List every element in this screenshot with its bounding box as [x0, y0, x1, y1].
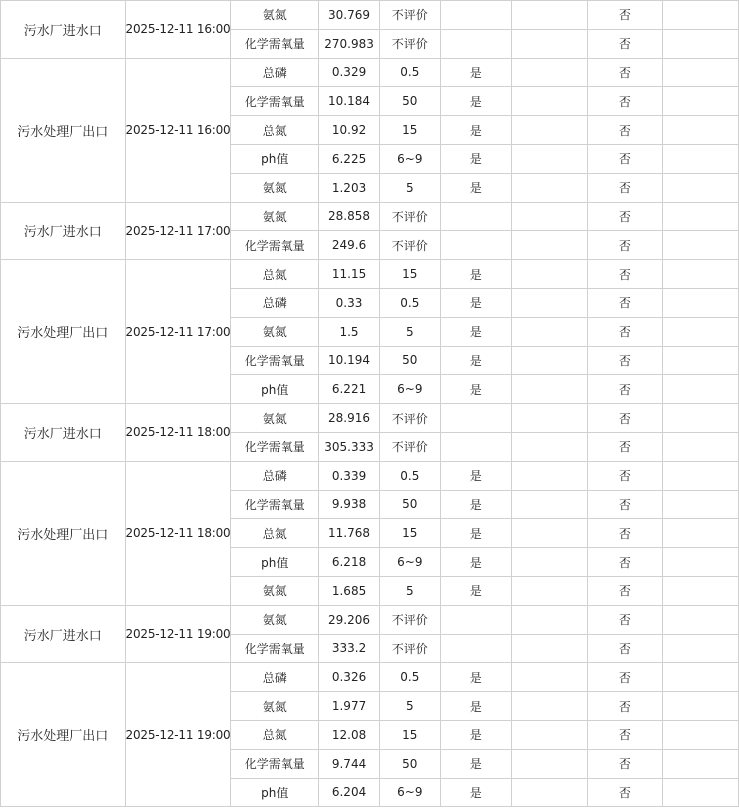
blank-cell [511, 173, 587, 202]
value-cell: 28.916 [319, 404, 380, 433]
limit-cell: 50 [379, 749, 440, 778]
limit-cell: 6~9 [379, 778, 440, 807]
blank-cell [511, 461, 587, 490]
blank-cell [511, 404, 587, 433]
blank-cell [662, 375, 738, 404]
compliance-cell: 是 [440, 576, 511, 605]
parameter-cell: ph值 [231, 778, 319, 807]
blank-cell [511, 432, 587, 461]
exceed-cell: 否 [587, 346, 662, 375]
blank-cell [662, 173, 738, 202]
blank-cell [662, 432, 738, 461]
compliance-cell [440, 29, 511, 58]
value-cell: 6.218 [319, 548, 380, 577]
compliance-cell: 是 [440, 317, 511, 346]
parameter-cell: 氨氮 [231, 317, 319, 346]
limit-cell: 6~9 [379, 144, 440, 173]
exceed-cell: 否 [587, 692, 662, 721]
site-name-cell: 污水厂进水口 [1, 404, 126, 462]
limit-cell: 不评价 [379, 1, 440, 30]
exceed-cell: 否 [587, 288, 662, 317]
parameter-cell: 总氮 [231, 519, 319, 548]
limit-cell: 不评价 [379, 432, 440, 461]
blank-cell [662, 663, 738, 692]
table-row [1, 605, 739, 634]
blank-cell [662, 317, 738, 346]
exceed-cell: 否 [587, 317, 662, 346]
value-cell: 28.858 [319, 202, 380, 231]
table-row [1, 260, 739, 289]
blank-cell [662, 720, 738, 749]
limit-cell: 50 [379, 87, 440, 116]
blank-cell [511, 519, 587, 548]
value-cell: 10.92 [319, 116, 380, 145]
parameter-cell: 总氮 [231, 260, 319, 289]
table-row [1, 202, 739, 231]
limit-cell: 不评价 [379, 404, 440, 433]
limit-cell: 不评价 [379, 202, 440, 231]
site-name-cell: 污水处理厂出口 [1, 663, 126, 807]
limit-cell: 15 [379, 116, 440, 145]
value-cell: 0.329 [319, 58, 380, 87]
blank-cell [662, 461, 738, 490]
blank-cell [511, 288, 587, 317]
limit-cell: 5 [379, 317, 440, 346]
blank-cell [511, 202, 587, 231]
blank-cell [662, 29, 738, 58]
blank-cell [662, 490, 738, 519]
parameter-cell: 化学需氧量 [231, 490, 319, 519]
monitor-time-cell: 2025-12-11 18:00 [125, 404, 231, 462]
blank-cell [511, 490, 587, 519]
compliance-cell [440, 432, 511, 461]
compliance-cell [440, 634, 511, 663]
monitor-time-cell: 2025-12-11 16:00 [125, 58, 231, 202]
table-body [1, 1, 739, 807]
value-cell: 1.977 [319, 692, 380, 721]
value-cell: 1.203 [319, 173, 380, 202]
compliance-cell: 是 [440, 288, 511, 317]
blank-cell [662, 576, 738, 605]
limit-cell: 0.5 [379, 288, 440, 317]
exceed-cell: 否 [587, 576, 662, 605]
exceed-cell: 否 [587, 432, 662, 461]
compliance-cell: 是 [440, 490, 511, 519]
compliance-cell [440, 605, 511, 634]
limit-cell: 0.5 [379, 461, 440, 490]
monitor-time-cell: 2025-12-11 19:00 [125, 605, 231, 663]
value-cell: 11.15 [319, 260, 380, 289]
parameter-cell: 总氮 [231, 720, 319, 749]
blank-cell [511, 576, 587, 605]
table-row [1, 1, 739, 30]
blank-cell [511, 260, 587, 289]
limit-cell: 5 [379, 576, 440, 605]
parameter-cell: 化学需氧量 [231, 634, 319, 663]
compliance-cell [440, 404, 511, 433]
value-cell: 6.221 [319, 375, 380, 404]
monitor-time-cell: 2025-12-11 16:00 [125, 1, 231, 59]
exceed-cell: 否 [587, 260, 662, 289]
exceed-cell: 否 [587, 58, 662, 87]
value-cell: 270.983 [319, 29, 380, 58]
blank-cell [511, 605, 587, 634]
compliance-cell [440, 1, 511, 30]
value-cell: 29.206 [319, 605, 380, 634]
compliance-cell: 是 [440, 720, 511, 749]
blank-cell [511, 231, 587, 260]
monitor-time-cell: 2025-12-11 19:00 [125, 663, 231, 807]
parameter-cell: 总氮 [231, 116, 319, 145]
compliance-cell: 是 [440, 692, 511, 721]
blank-cell [662, 749, 738, 778]
parameter-cell: 氨氮 [231, 202, 319, 231]
limit-cell: 5 [379, 173, 440, 202]
exceed-cell: 否 [587, 231, 662, 260]
blank-cell [511, 87, 587, 116]
value-cell: 9.938 [319, 490, 380, 519]
limit-cell: 6~9 [379, 548, 440, 577]
blank-cell [662, 548, 738, 577]
blank-cell [662, 58, 738, 87]
limit-cell: 50 [379, 346, 440, 375]
parameter-cell: 化学需氧量 [231, 432, 319, 461]
blank-cell [511, 317, 587, 346]
parameter-cell: 化学需氧量 [231, 346, 319, 375]
exceed-cell: 否 [587, 749, 662, 778]
exceed-cell: 否 [587, 605, 662, 634]
blank-cell [662, 202, 738, 231]
monitor-time-cell: 2025-12-11 17:00 [125, 260, 231, 404]
exceed-cell: 否 [587, 663, 662, 692]
limit-cell: 0.5 [379, 663, 440, 692]
value-cell: 0.339 [319, 461, 380, 490]
blank-cell [662, 519, 738, 548]
limit-cell: 50 [379, 490, 440, 519]
blank-cell [662, 634, 738, 663]
blank-cell [511, 692, 587, 721]
value-cell: 1.5 [319, 317, 380, 346]
compliance-cell: 是 [440, 375, 511, 404]
compliance-cell [440, 231, 511, 260]
parameter-cell: 氨氮 [231, 404, 319, 433]
limit-cell: 不评价 [379, 634, 440, 663]
parameter-cell: 氨氮 [231, 576, 319, 605]
blank-cell [662, 231, 738, 260]
exceed-cell: 否 [587, 519, 662, 548]
parameter-cell: 总磷 [231, 288, 319, 317]
value-cell: 333.2 [319, 634, 380, 663]
value-cell: 305.333 [319, 432, 380, 461]
site-name-cell: 污水处理厂出口 [1, 260, 126, 404]
value-cell: 249.6 [319, 231, 380, 260]
blank-cell [662, 1, 738, 30]
exceed-cell: 否 [587, 87, 662, 116]
value-cell: 0.33 [319, 288, 380, 317]
blank-cell [511, 749, 587, 778]
blank-cell [511, 1, 587, 30]
limit-cell: 不评价 [379, 231, 440, 260]
blank-cell [511, 116, 587, 145]
limit-cell: 不评价 [379, 29, 440, 58]
parameter-cell: 化学需氧量 [231, 29, 319, 58]
compliance-cell: 是 [440, 87, 511, 116]
compliance-cell: 是 [440, 548, 511, 577]
compliance-cell: 是 [440, 346, 511, 375]
table-row [1, 663, 739, 692]
parameter-cell: 化学需氧量 [231, 87, 319, 116]
parameter-cell: ph值 [231, 548, 319, 577]
limit-cell: 0.5 [379, 58, 440, 87]
blank-cell [662, 260, 738, 289]
table-row [1, 58, 739, 87]
blank-cell [662, 87, 738, 116]
exceed-cell: 否 [587, 144, 662, 173]
value-cell: 6.225 [319, 144, 380, 173]
compliance-cell: 是 [440, 260, 511, 289]
compliance-cell: 是 [440, 461, 511, 490]
value-cell: 9.744 [319, 749, 380, 778]
compliance-cell: 是 [440, 663, 511, 692]
compliance-cell: 是 [440, 173, 511, 202]
value-cell: 12.08 [319, 720, 380, 749]
compliance-cell [440, 202, 511, 231]
blank-cell [511, 663, 587, 692]
exceed-cell: 否 [587, 634, 662, 663]
blank-cell [511, 144, 587, 173]
blank-cell [662, 404, 738, 433]
monitor-time-cell: 2025-12-11 17:00 [125, 202, 231, 260]
exceed-cell: 否 [587, 1, 662, 30]
blank-cell [511, 346, 587, 375]
compliance-cell: 是 [440, 144, 511, 173]
limit-cell: 6~9 [379, 375, 440, 404]
exceed-cell: 否 [587, 202, 662, 231]
exceed-cell: 否 [587, 29, 662, 58]
parameter-cell: 总磷 [231, 58, 319, 87]
blank-cell [511, 778, 587, 807]
site-name-cell: 污水处理厂出口 [1, 58, 126, 202]
exceed-cell: 否 [587, 173, 662, 202]
limit-cell: 不评价 [379, 605, 440, 634]
value-cell: 1.685 [319, 576, 380, 605]
value-cell: 10.194 [319, 346, 380, 375]
parameter-cell: ph值 [231, 144, 319, 173]
blank-cell [511, 720, 587, 749]
parameter-cell: 总磷 [231, 663, 319, 692]
parameter-cell: 氨氮 [231, 692, 319, 721]
limit-cell: 15 [379, 519, 440, 548]
parameter-cell: 化学需氧量 [231, 231, 319, 260]
site-name-cell: 污水厂进水口 [1, 202, 126, 260]
monitor-time-cell: 2025-12-11 18:00 [125, 461, 231, 605]
exceed-cell: 否 [587, 116, 662, 145]
blank-cell [662, 116, 738, 145]
blank-cell [662, 346, 738, 375]
table-row [1, 404, 739, 433]
blank-cell [662, 692, 738, 721]
exceed-cell: 否 [587, 404, 662, 433]
exceed-cell: 否 [587, 720, 662, 749]
parameter-cell: 氨氮 [231, 173, 319, 202]
parameter-cell: 氨氮 [231, 1, 319, 30]
limit-cell: 15 [379, 260, 440, 289]
blank-cell [511, 634, 587, 663]
site-name-cell: 污水厂进水口 [1, 605, 126, 663]
value-cell: 10.184 [319, 87, 380, 116]
exceed-cell: 否 [587, 778, 662, 807]
compliance-cell: 是 [440, 58, 511, 87]
exceed-cell: 否 [587, 375, 662, 404]
site-name-cell: 污水处理厂出口 [1, 461, 126, 605]
blank-cell [511, 29, 587, 58]
value-cell: 6.204 [319, 778, 380, 807]
compliance-cell: 是 [440, 749, 511, 778]
site-name-cell: 污水厂进水口 [1, 1, 126, 59]
exceed-cell: 否 [587, 548, 662, 577]
blank-cell [662, 288, 738, 317]
value-cell: 30.769 [319, 1, 380, 30]
parameter-cell: 总磷 [231, 461, 319, 490]
blank-cell [662, 605, 738, 634]
exceed-cell: 否 [587, 490, 662, 519]
parameter-cell: 化学需氧量 [231, 749, 319, 778]
blank-cell [511, 58, 587, 87]
blank-cell [662, 144, 738, 173]
value-cell: 0.326 [319, 663, 380, 692]
blank-cell [511, 548, 587, 577]
exceed-cell: 否 [587, 461, 662, 490]
compliance-cell: 是 [440, 778, 511, 807]
value-cell: 11.768 [319, 519, 380, 548]
compliance-cell: 是 [440, 519, 511, 548]
limit-cell: 5 [379, 692, 440, 721]
compliance-cell: 是 [440, 116, 511, 145]
parameter-cell: ph值 [231, 375, 319, 404]
blank-cell [662, 778, 738, 807]
blank-cell [511, 375, 587, 404]
table-row [1, 461, 739, 490]
limit-cell: 15 [379, 720, 440, 749]
parameter-cell: 氨氮 [231, 605, 319, 634]
